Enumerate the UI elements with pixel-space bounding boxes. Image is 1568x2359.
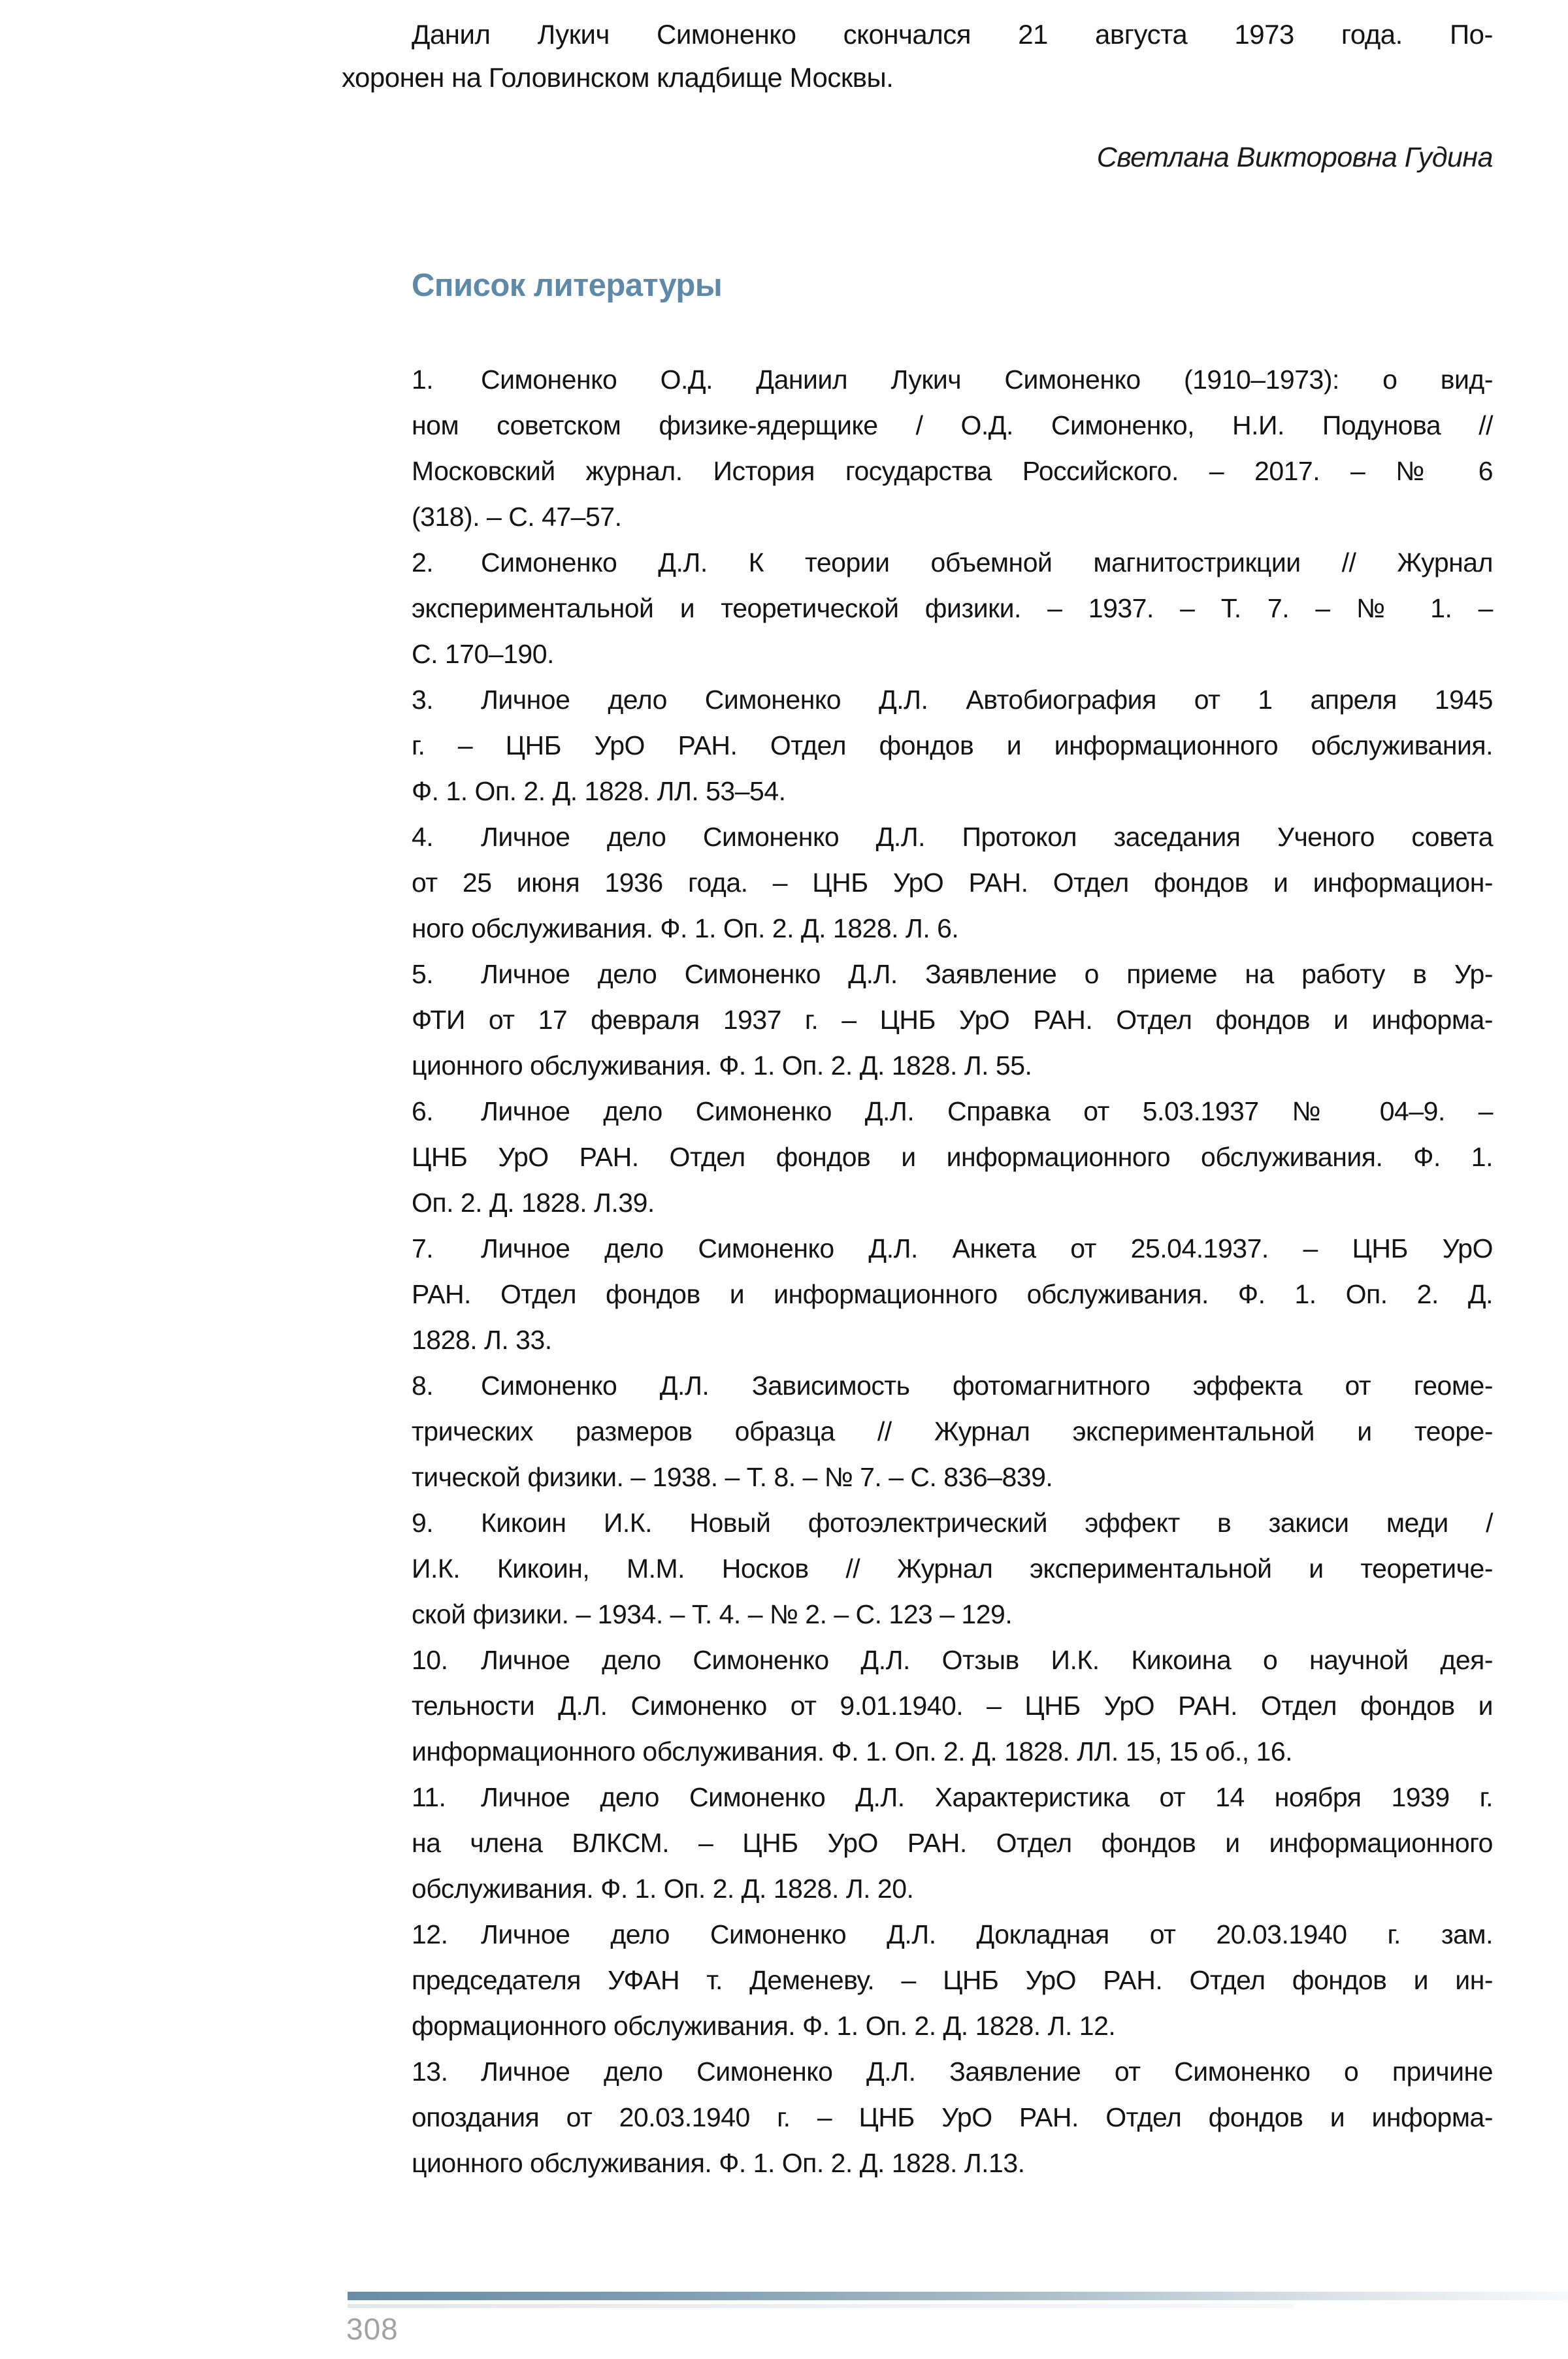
reference-item [412,2049,1493,2186]
reference-item [412,1363,1493,1500]
reference-number: 9. [412,1508,434,1538]
reference-line: опоздания от 20.03.1940 г. – ЦНБ УрО РАН. Отдел фондов и информа- [412,2102,1493,2132]
reference-number: 6. [412,1096,434,1126]
reference-number: 11. [412,1782,446,1812]
reference-line: обслуживания. Ф. 1. Оп. 2. Д. 1828. Л. 20. [412,1874,914,1904]
reference-line [412,357,1493,402]
reference-line: ЦНБ УрО РАН. Отдел фондов и информационного обслуживания. Ф. 1. [412,1142,1493,1172]
reference-text: Кикоин И.К. Новый фотоэлектрический эффект в закиси меди / [481,1508,1493,1538]
reference-number: 12. [412,1919,448,1949]
reference-item [412,540,1493,677]
reference-line [412,677,1493,723]
reference-line: информационного обслуживания. Ф. 1. Оп. 2. Д. 1828. ЛЛ. 15, 15 об., 16. [412,1736,1293,1766]
reference-line: трических размеров образца // Журнал экспериментальной и теоре- [412,1416,1493,1446]
section-heading: Список литературы [412,268,723,303]
reference-text: Личное дело Симоненко Д.Л. Характеристика от 14 ноября 1939 г. [481,1782,1493,1812]
reference-text: Личное дело Симоненко Д.Л. Автобиография от 1 апреля 1945 [481,685,1493,715]
reference-text: Симоненко Д.Л. К теории объемной магнитострикции // Журнал [481,547,1493,578]
reference-text: Симоненко Д.Л. Зависимость фотомагнитного эффекта от геоме- [481,1371,1493,1401]
reference-number: 7. [412,1233,434,1263]
reference-line [412,1088,1493,1134]
reference-item [412,814,1493,951]
reference-item [412,357,1493,540]
reference-line [412,1912,1493,1957]
reference-line: формационного обслуживания. Ф. 1. Оп. 2. Д. 1828. Л. 12. [412,2011,1116,2041]
reference-text: Симоненко О.Д. Даниил Лукич Симоненко (1910–1973): о вид- [481,365,1493,395]
reference-line: Оп. 2. Д. 1828. Л.39. [412,1188,655,1218]
intro-paragraph [342,13,1493,99]
reference-line [412,2049,1493,2094]
reference-text: Личное дело Симоненко Д.Л. Анкета от 25.04.1937. – ЦНБ УрО [481,1233,1493,1263]
reference-line: С. 170–190. [412,639,554,669]
reference-number: 8. [412,1371,434,1401]
reference-text: Личное дело Симоненко Д.Л. Докладная от 20.03.1940 г. зам. [481,1919,1493,1949]
reference-line: ном советском физике-ядерщике / О.Д. Симоненко, Н.И. Подунова // [412,410,1493,440]
reference-line: ФТИ от 17 февраля 1937 г. – ЦНБ УрО РАН. Отдел фондов и информа- [412,1005,1493,1035]
reference-line [412,1774,1493,1820]
reference-number: 2. [412,547,434,578]
reference-line [412,1500,1493,1546]
reference-item [412,951,1493,1088]
reference-line [412,951,1493,997]
reference-line: тической физики. – 1938. – Т. 8. – № 7. – С. 836–839. [412,1462,1053,1492]
reference-line: на члена ВЛКСМ. – ЦНБ УрО РАН. Отдел фондов и информационного [412,1828,1493,1858]
reference-line [412,1226,1493,1271]
reference-line: Ф. 1. Оп. 2. Д. 1828. ЛЛ. 53–54. [412,776,786,806]
footer-rule-shadow [348,2304,1294,2308]
footer-rule [348,2292,1568,2300]
reference-text: Личное дело Симоненко Д.Л. Протокол заседания Ученого совета [481,822,1493,852]
reference-number: 13. [412,2057,448,2087]
reference-line: от 25 июня 1936 года. – ЦНБ УрО РАН. Отдел фондов и информацион- [412,868,1493,898]
page-number: 308 [346,2312,399,2346]
reference-item [412,1774,1493,1912]
reference-number: 3. [412,685,434,715]
intro-line: Данил Лукич Симоненко скончался 21 августа 1973 года. По- [412,19,1493,50]
reference-number: 1. [412,365,434,395]
reference-line: экспериментальной и теоретической физики. – 1937. – Т. 7. – № 1. – [412,593,1493,623]
reference-text: Личное дело Симоненко Д.Л. Заявление о приеме на работу в Ур- [481,959,1493,989]
reference-number: 4. [412,822,434,852]
reference-line: председателя УФАН т. Деменеву. – ЦНБ УрО РАН. Отдел фондов и ин- [412,1965,1493,1995]
reference-line: Московский журнал. История государства Российского. – 2017. – № 6 [412,456,1493,486]
reference-line: тельности Д.Л. Симоненко от 9.01.1940. – ЦНБ УрО РАН. Отдел фондов и [412,1691,1493,1721]
reference-item [412,1912,1493,2049]
byline: Светлана Викторовна Гудина [1096,142,1493,173]
reference-line: г. – ЦНБ УрО РАН. Отдел фондов и информационного обслуживания. [412,730,1493,760]
reference-line: ционного обслуживания. Ф. 1. Оп. 2. Д. 1828. Л.13. [412,2148,1025,2178]
references-list [412,357,1493,2186]
reference-line: ционного обслуживания. Ф. 1. Оп. 2. Д. 1828. Л. 55. [412,1050,1032,1081]
reference-number: 5. [412,959,434,989]
reference-text: Личное дело Симоненко Д.Л. Справка от 5.03.1937 № 04–9. – [481,1096,1493,1126]
reference-item [412,1226,1493,1363]
reference-line [412,540,1493,585]
reference-line: (318). – С. 47–57. [412,502,622,532]
reference-line: 1828. Л. 33. [412,1325,552,1355]
reference-line: ской физики. – 1934. – Т. 4. – № 2. – С. 123 – 129. [412,1599,1013,1629]
reference-item [412,1637,1493,1774]
page-content [342,13,1493,2186]
reference-text: Личное дело Симоненко Д.Л. Отзыв И.К. Кикоина о научной дея- [481,1645,1493,1675]
reference-item [412,1500,1493,1637]
reference-text: Личное дело Симоненко Д.Л. Заявление от Симоненко о причине [481,2057,1493,2087]
intro-line: хоронен на Головинском кладбище Москвы. [342,62,894,93]
reference-line: ного обслуживания. Ф. 1. Оп. 2. Д. 1828. Л. 6. [412,913,959,943]
reference-line: И.К. Кикоин, М.М. Носков // Журнал экспериментальной и теоретиче- [412,1554,1493,1584]
reference-item [412,677,1493,814]
reference-line [412,1363,1493,1408]
reference-line [412,814,1493,860]
reference-line [412,1637,1493,1683]
reference-number: 10. [412,1645,448,1675]
reference-item [412,1088,1493,1226]
reference-line: РАН. Отдел фондов и информационного обслуживания. Ф. 1. Оп. 2. Д. [412,1279,1493,1309]
